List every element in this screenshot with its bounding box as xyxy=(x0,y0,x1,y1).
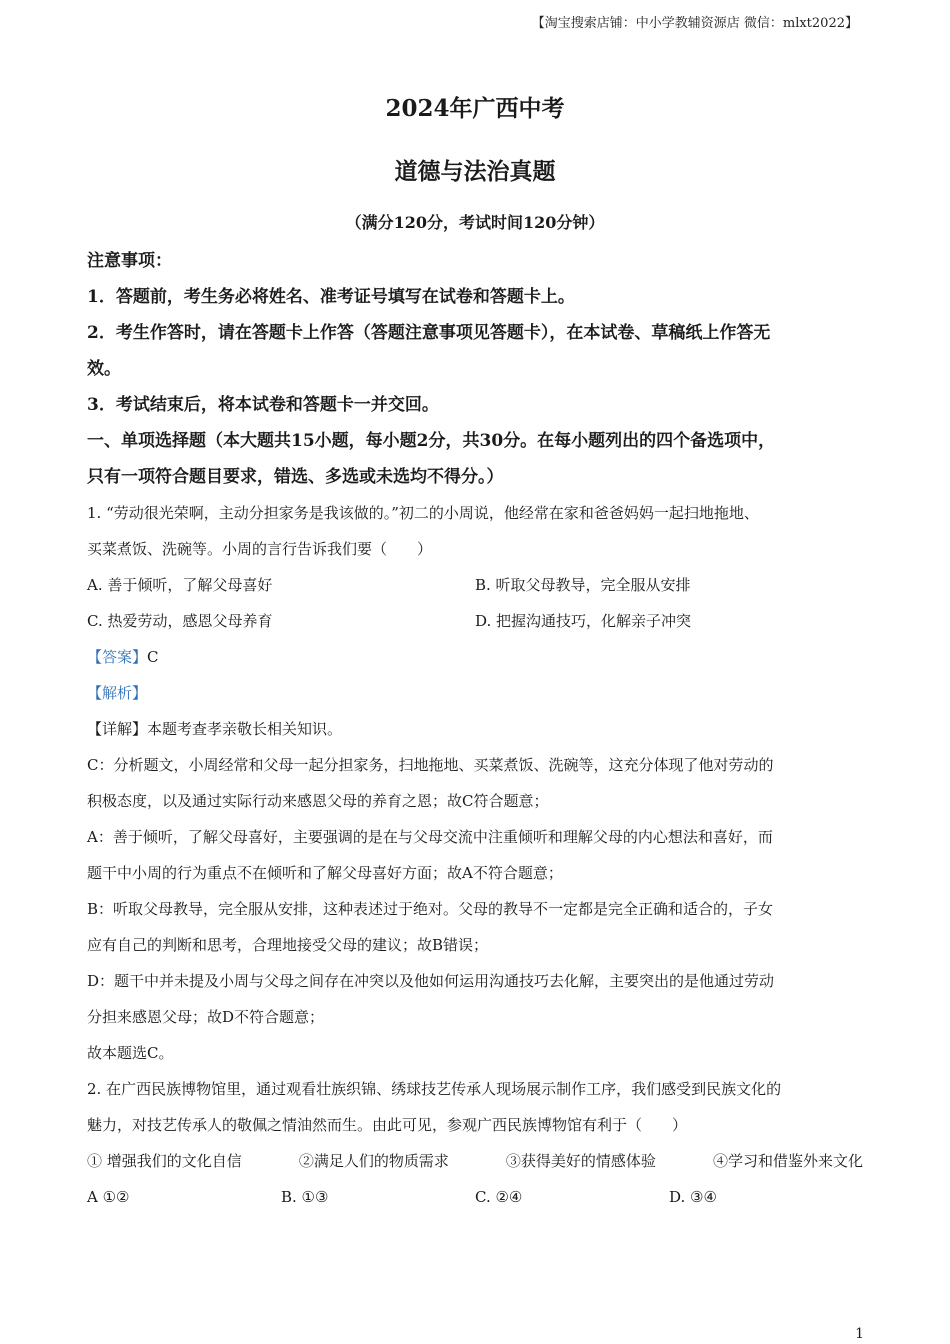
q1-explain-d-a: D：题干中并未提及小周与父母之间存在冲突以及他如何运用沟通技巧去化解，主要突出的是他通过劳动 xyxy=(87,972,775,990)
q2-stem-b: 魅力，对技艺传承人的敬佩之情油然而生。由此可见，参观广西民族博物馆有利于（ ） xyxy=(87,1116,688,1134)
q2-stem-a: 2. 在广西民族博物馆里，通过观看壮族织锦、绣球技艺传承人现场展示制作工序，我们感受到民族文化的 xyxy=(87,1080,782,1098)
q1-options-row2 xyxy=(87,603,863,639)
answer-value: C xyxy=(147,648,159,666)
q1-detail: 【详解】本题考查孝亲敬长相关知识。 xyxy=(87,720,343,738)
q2-option-a: A ①② xyxy=(87,1188,130,1206)
q1-option-d: D. 把握沟通技巧，化解亲子冲突 xyxy=(475,612,692,630)
section-heading-a: 一、单项选择题（本大题共15小题，每小题2分，共30分。在每小题列出的四个备选项中， xyxy=(87,431,776,451)
q2-item-1: ① 增强我们的文化自信 xyxy=(87,1152,242,1170)
exam-title-year: 2024年广西中考 xyxy=(385,95,565,122)
document-body xyxy=(87,243,863,1215)
q1-explain-b-b: 应有自己的判断和思考，合理地接受父母的建议；故B错误； xyxy=(87,936,489,954)
analysis-tag: 【解析】 xyxy=(87,684,148,702)
q1-conclusion: 故本题选C。 xyxy=(87,1044,174,1062)
q1-stem-b: 买菜煮饭、洗碗等。小周的言行告诉我们要（ ） xyxy=(87,540,433,558)
header-note: 【淘宝搜索店铺：中小学教辅资源店 微信：mlxt2022】 xyxy=(531,16,858,31)
q2-items-row xyxy=(87,1143,863,1179)
q2-options-row xyxy=(87,1179,863,1215)
q2-item-4: ④学习和借鉴外来文化 xyxy=(712,1152,863,1170)
notice-item-2b: 效。 xyxy=(87,359,121,379)
q2-option-b: B. ①③ xyxy=(281,1188,329,1206)
q1-explain-a-b: 题干中小周的行为重点不在倾听和了解父母喜好方面；故A不符合题意； xyxy=(87,864,563,882)
q1-explain-c-b: 积极态度，以及通过实际行动来感恩父母的养育之恩；故C符合题意； xyxy=(87,792,549,810)
notice-item-3: 3．考试结束后，将本试卷和答题卡一并交回。 xyxy=(87,395,439,415)
exam-title-subject: 道德与法治真题 xyxy=(394,158,556,185)
notice-heading: 注意事项： xyxy=(87,251,172,271)
page-number: 1 xyxy=(855,1326,864,1342)
q1-option-b: B. 听取父母教导，完全服从安排 xyxy=(475,576,691,594)
q1-option-a: A. 善于倾听，了解父母喜好 xyxy=(87,576,273,594)
q1-explain-a-a: A：善于倾听，了解父母喜好，主要强调的是在与父母交流中注重倾听和理解父母的内心想法和喜好，而 xyxy=(87,828,773,846)
q1-option-c: C. 热爱劳动，感恩父母养育 xyxy=(87,612,273,630)
answer-tag: 【答案】 xyxy=(87,648,148,666)
q1-explain-c-a: C：分析题文，小周经常和父母一起分担家务，扫地拖地、买菜煮饭、洗碗等，这充分体现了他对劳动的 xyxy=(87,756,774,774)
q2-item-2: ②满足人们的物质需求 xyxy=(298,1152,449,1170)
exam-subtitle: （满分120分，考试时间120分钟） xyxy=(345,213,605,232)
q1-options-row1 xyxy=(87,567,863,603)
q2-option-c: C. ②④ xyxy=(475,1188,523,1206)
section-heading-b: 只有一项符合题目要求，错选、多选或未选均不得分。） xyxy=(87,467,504,487)
notice-item-1: 1．答题前，考生务必将姓名、准考证号填写在试卷和答题卡上。 xyxy=(87,287,575,307)
q2-item-3: ③获得美好的情感体验 xyxy=(505,1152,656,1170)
q1-answer xyxy=(87,639,863,675)
q1-stem-a: 1. “劳动很光荣啊，主动分担家务是我该做的。”初二的小周说，他经常在家和爸爸妈妈一起扫地拖地、 xyxy=(87,504,759,522)
q1-explain-b-a: B：听取父母教导，完全服从安排，这种表述过于绝对。父母的教导不一定都是完全正确和适合的，子女 xyxy=(87,900,774,918)
q2-option-d: D. ③④ xyxy=(669,1188,717,1206)
q1-analysis xyxy=(87,675,863,711)
notice-item-2a: 2．考生作答时，请在答题卡上作答（答题注意事项见答题卡），在本试卷、草稿纸上作答无 xyxy=(87,323,771,343)
q1-explain-d-b: 分担来感恩父母；故D不符合题意； xyxy=(87,1008,325,1026)
